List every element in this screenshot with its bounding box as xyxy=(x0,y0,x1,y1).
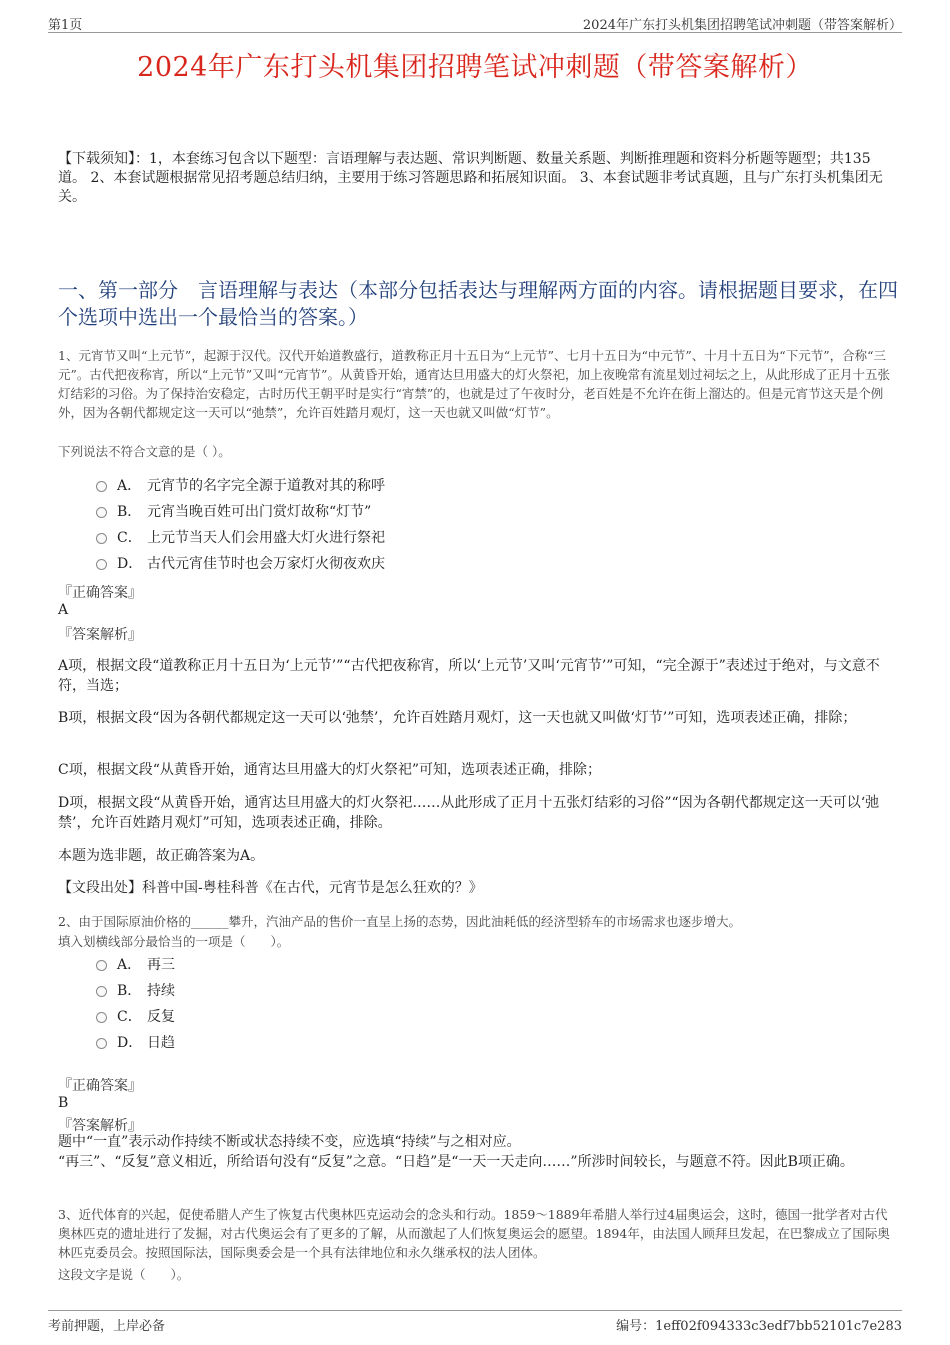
q2-prompt: 填入划横线部分最恰当的一项是（ ）。 xyxy=(58,934,290,949)
q1-conclusion: 本题为选非题，故正确答案为A。 xyxy=(58,848,265,864)
page-number: 第1页 xyxy=(48,18,83,33)
page-footer xyxy=(48,1310,902,1335)
q2-answer: B xyxy=(58,1095,69,1111)
q2-option-b[interactable]: B． 持续 xyxy=(96,981,175,1001)
radio-icon[interactable] xyxy=(96,481,107,492)
radio-icon[interactable] xyxy=(96,1038,107,1049)
q2-passage: 2、由于国际原油价格的______攀升，汽油产品的售价一直呈上扬的态势，因此油耗低的经济型轿车的市场需求也逐步增大。 xyxy=(58,914,741,929)
radio-icon[interactable] xyxy=(96,960,107,971)
radio-icon[interactable] xyxy=(96,559,107,570)
q2-explanation-2: “再三”、“反复”意义相近，所给语句没有“反复”之意。“日趋”是“一天一天走向……”所涉时间较长，与题意不符。因此B项正确。 xyxy=(58,1154,854,1170)
q1-explanation-d: D项，根据文段“从黄昏开始，通宵达旦用盛大的灯火祭祀……从此形成了正月十五张灯结彩的习俗”“因为各朝代都规定这一天可以‘弛禁’，允许百姓踏月观灯”可知，选项表述正确，排除。 xyxy=(58,795,880,831)
radio-icon[interactable] xyxy=(96,1012,107,1023)
q1-explanation-c: C项，根据文段“从黄昏开始，通宵达旦用盛大的灯火祭祀”可知，选项表述正确，排除； xyxy=(58,762,602,778)
q1-explanation-b: B项，根据文段“因为各朝代都规定这一天可以‘弛禁’，允许百姓踏月观灯，这一天也就又叫做‘灯节’”可知，选项表述正确，排除； xyxy=(58,710,857,726)
q1-passage: 1、元宵节又叫“上元节”，起源于汉代。汉代开始道教盛行，道教称正月十五日为“上元节”、七月十五日为“中元节”、十月十五日为“下元节”，合称“三元”。古代把夜称宵，所以“上元节”又叫“元宵节”。从黄昏开始，通宵达旦用盛大的灯火祭祀，加上夜晚常有流星划过祠坛之上，从此形成了正月十五张灯结彩的习俗。为了保持治安稳定，古时历代王朝平时是实行“宵禁”的，也就是过了午夜时分，老百姓是不允许在街上溜达的。但是元宵节这天是个例外，因为各朝代都规定这一天可以“弛禁”，允许百姓踏月观灯，这一天也就又叫做“灯节”。 xyxy=(58,348,890,420)
q1-option-d[interactable]: D． 古代元宵佳节时也会万家灯火彻夜欢庆 xyxy=(96,554,385,574)
q2-explanation-1: 题中“一直”表示动作持续不断或状态持续不变，应选填“持续”与之相对应。 xyxy=(58,1134,521,1150)
q2-analysis-label: 『答案解析』 xyxy=(58,1118,142,1134)
q1-explanation-a: A项，根据文段“道教称正月十五日为‘上元节’”“古代把夜称宵，所以‘上元节’又叫‘元宵节’”可知，“完全源于”表述过于绝对，与文意不符，当选； xyxy=(58,658,880,694)
radio-icon[interactable] xyxy=(96,986,107,997)
q2-correct-label: 『正确答案』 xyxy=(58,1078,142,1094)
page-header xyxy=(48,12,902,33)
q1-prompt: 下列说法不符合文意的是（ ）。 xyxy=(58,444,231,459)
q1-analysis-label: 『答案解析』 xyxy=(58,627,142,643)
section-heading: 一、第一部分 言语理解与表达（本部分包括表达与理解两方面的内容。请根据题目要求，在四个选项中选出一个最恰当的答案。） xyxy=(58,278,898,329)
q1-option-a[interactable]: A． 元宵节的名字完全源于道教对其的称呼 xyxy=(96,476,385,496)
footer-serial: 编号：1eff02f094333c3edf7bb52101c7e283 xyxy=(616,1319,902,1334)
footer-slogan: 考前押题，上岸必备 xyxy=(48,1319,166,1334)
q2-option-a[interactable]: A． 再三 xyxy=(96,955,175,975)
q3-prompt: 这段文字是说（ ）。 xyxy=(58,1267,190,1282)
download-notice: 【下载须知】：1，本套练习包含以下题型：言语理解与表达题、常识判断题、数量关系题、判断推理题和资料分析题等题型；共135道。 2、本套试题根据常见招考题总结归纳，主要用于练习答题思路和拓展知识面。 3、本套试题非考试真题，且与广东打头机集团无关。 xyxy=(58,151,883,205)
radio-icon[interactable] xyxy=(96,533,107,544)
radio-icon[interactable] xyxy=(96,507,107,518)
q3-passage: 3、近代体育的兴起，促使希腊人产生了恢复古代奥林匹克运动会的念头和行动。1859～1889年希腊人举行过4届奥运会，这时，德国一批学者对古代奥林匹克的遗址进行了发掘，对古代奥运会有了更多的了解，从而激起了人们恢复奥运会的愿望。1894年，由法国人顾拜旦发起，在巴黎成立了国际奥林匹克委员会。按照国际法，国际奥委会是一个具有法律地位和永久继承权的法人团体。 xyxy=(58,1207,890,1260)
header-doc-title: 2024年广东打头机集团招聘笔试冲刺题（带答案解析） xyxy=(582,18,902,33)
q1-answer: A xyxy=(58,602,69,618)
q2-option-c[interactable]: C． 反复 xyxy=(96,1007,175,1027)
q1-source: 【文段出处】科普中国-粤桂科普《在古代，元宵节是怎么狂欢的？》 xyxy=(58,880,483,896)
document-title: 2024年广东打头机集团招聘笔试冲刺题（带答案解析） xyxy=(137,52,813,83)
q2-option-d[interactable]: D． 日趋 xyxy=(96,1033,175,1053)
q1-correct-label: 『正确答案』 xyxy=(58,585,142,601)
q1-option-c[interactable]: C． 上元节当天人们会用盛大灯火进行祭祀 xyxy=(96,528,385,548)
q1-option-b[interactable]: B． 元宵当晚百姓可出门赏灯故称“灯节” xyxy=(96,502,371,522)
